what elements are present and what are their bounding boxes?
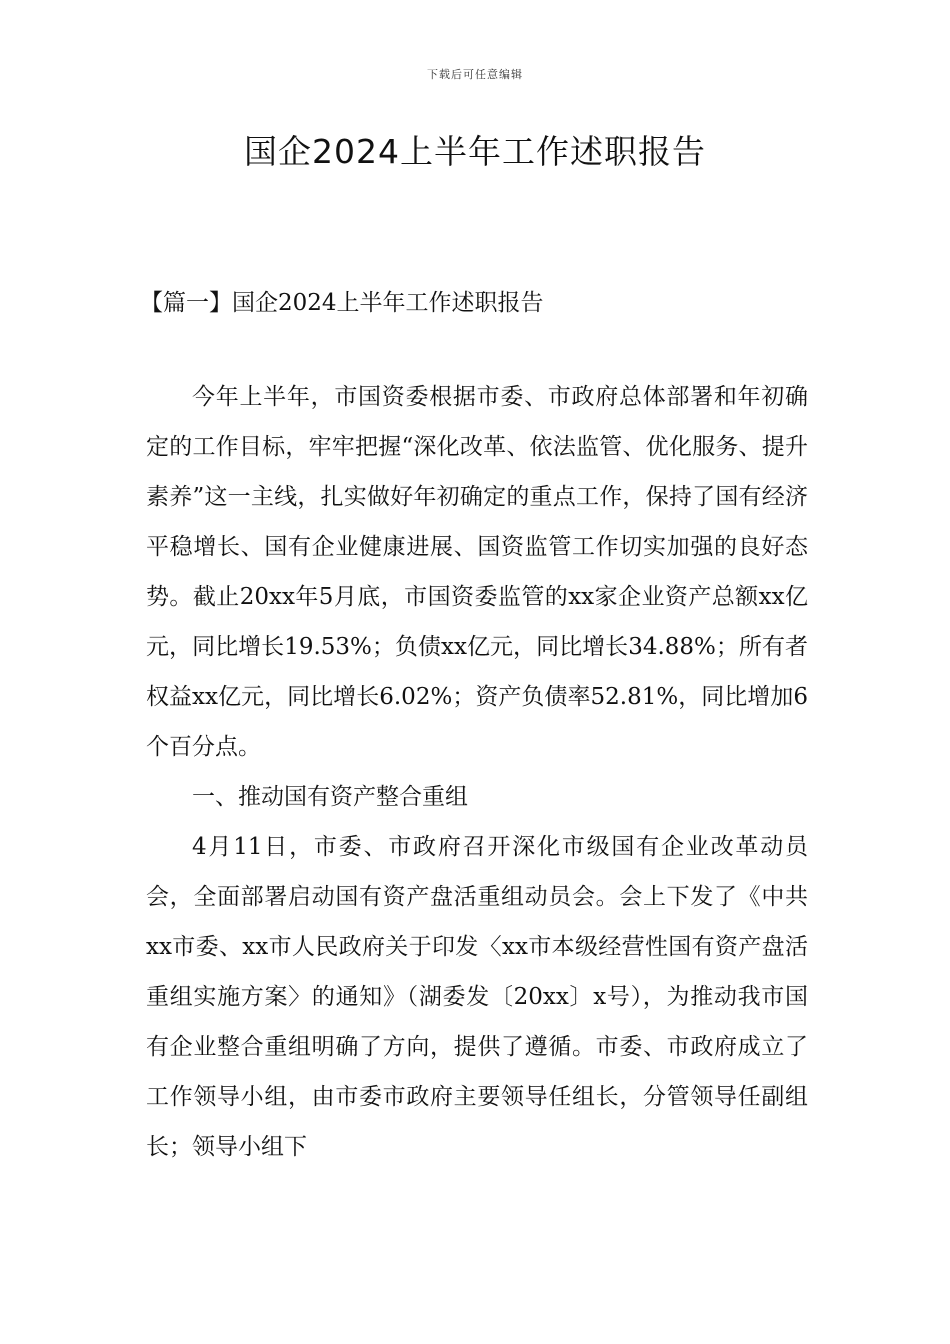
paragraph-intro: 今年上半年，市国资委根据市委、市政府总体部署和年初确定的工作目标，牢牢把握“深化改革、依法监管、优化服务、提升素养”这一主线，扎实做好年初确定的重点工作，保持了国有经济平稳增长、国有企业健康进展、国资监管工作切实加强的良好态势。截止20xx年5月底，市国资委监管的xx家企业资产总额xx亿元，同比增长19.53%；负债xx亿元，同比增长34.88%；所有者权益xx亿元，同比增长6.02%；资产负债率52.81%，同比增加6个百分点。 [146,384,808,760]
body-text [146,372,808,1172]
section-title: 【篇一】国企2024上半年工作述职报告 [140,290,544,316]
paragraph-restructuring: 4月11日，市委、市政府召开深化市级国有企业改革动员会，全面部署启动国有资产盘活重组动员会。会上下发了《中共xx市委、xx市人民政府关于印发〈xx市本级经营性国有资产盘活重组实施方案〉的通知》（湖委发〔20xx〕x号），为推动我市国有企业整合重组明确了方向，提供了遵循。市委、市政府成立了工作领导小组，由市委市政府主要领导任组长，分管领导任副组长；领导小组下 [146,834,808,1160]
paragraph-heading-1: 一、推动国有资产整合重组 [192,784,468,810]
document-title: 国企2024上半年工作述职报告 [244,132,706,171]
header-note: 下载后可任意编辑 [427,68,523,81]
